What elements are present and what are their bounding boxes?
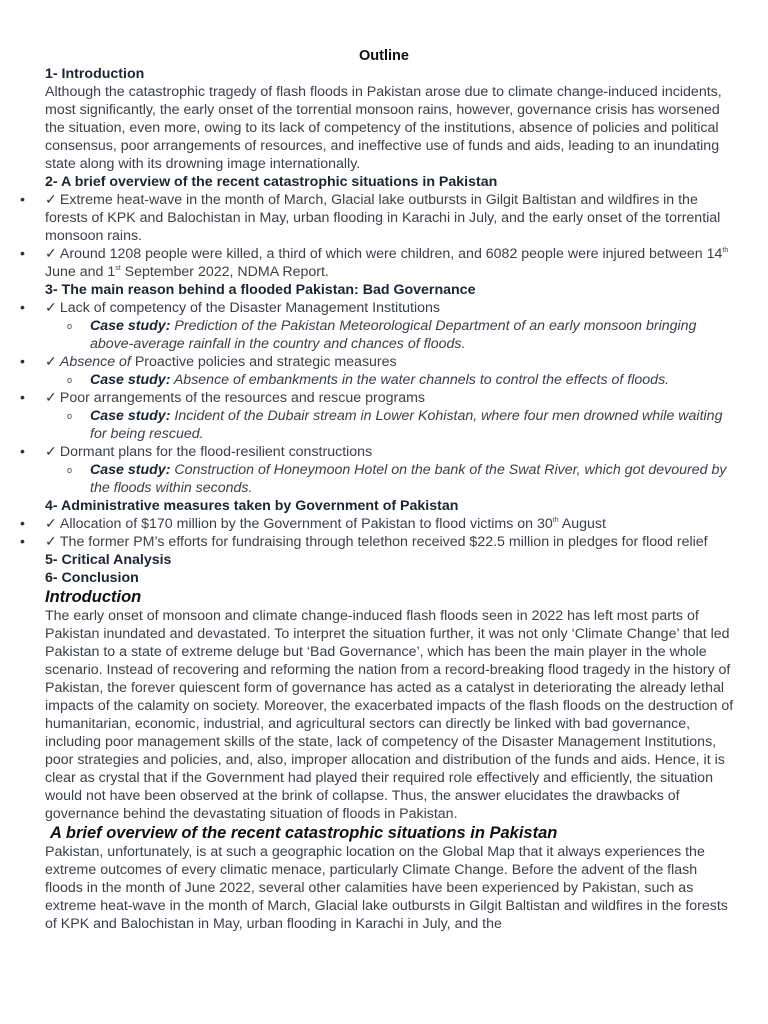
check-icon: ✓ <box>45 300 57 316</box>
case-study-text: Prediction of the Pakistan Meteorological Department of an early monsoon bringing above-average rainfall in the country and chances of floods. <box>90 318 697 352</box>
ordinal-suffix: th <box>722 247 729 254</box>
case-study-text: Incident of the Dubair stream in Lower Kohistan, where four men drowned while waiting for being rescued. <box>90 408 723 442</box>
list-item-text: June and 1 <box>45 264 116 280</box>
list-item <box>20 245 735 281</box>
heading-administrative-measures: 4- Administrative measures taken by Government of Pakistan <box>45 498 459 514</box>
list-item <box>20 353 735 371</box>
check-icon: ✓ <box>45 444 57 460</box>
sub-bullet-icon: o <box>67 465 73 475</box>
list-item <box>20 533 735 551</box>
check-icon: ✓ <box>45 516 57 532</box>
section-body-overview: Pakistan, unfortunately, is at such a geographic location on the Global Map that it always experiences the extreme outcomes of every climatic menace, particularly Climate Change. Before the advent of the flash floods in the month of June 2022, several other calamities have been experienced by Pakistan, such as extreme heat-wave in the month of March, Glacial lake outbursts in Gilgit Baltistan and wildfires in the forests of KPK and Balochistan in May, urban flooding in Karachi in July, and the <box>45 844 728 932</box>
list-item-text: Around 1208 people were killed, a third of which were children, and 6082 people were injured between 14 <box>59 246 723 262</box>
section-heading-introduction: Introduction <box>45 588 142 606</box>
check-icon: ✓ <box>45 246 57 262</box>
case-study-item <box>45 317 735 353</box>
intro-summary: Although the catastrophic tragedy of flash floods in Pakistan arose due to climate change-induced incidents, most significantly, the early onset of the torrential monsoon rains, however, governance crisis has worsened the situation, even more, owing to its lack of competency of the institutions, absence of policies and political consensus, poor arrangements of resources, and ineffective use of funds and aids, leading to an inundating state along with its drowning image internationally. <box>45 84 722 172</box>
case-study-item <box>45 461 735 497</box>
bullet-icon: • <box>20 246 25 262</box>
list-item <box>20 443 735 461</box>
heading-introduction: 1- Introduction <box>45 66 145 82</box>
list-item-text: Absence of <box>59 354 131 370</box>
case-study-text: Absence of embankments in the water channels to control the effects of floods. <box>173 372 670 388</box>
case-study-label: Case study: <box>90 318 171 334</box>
sub-bullet-icon: o <box>67 321 73 331</box>
list-item-text: Dormant plans for the flood-resilient constructions <box>59 444 373 460</box>
list-item <box>20 389 735 407</box>
bullet-icon: • <box>20 534 25 550</box>
section-heading-overview: A brief overview of the recent catastrophic situations in Pakistan <box>50 824 558 842</box>
ordinal-suffix: th <box>552 517 559 524</box>
outline-title: Outline <box>359 48 409 64</box>
sub-bullet-icon: o <box>67 375 73 385</box>
sub-bullet-icon: o <box>67 411 73 421</box>
check-icon: ✓ <box>45 192 57 208</box>
list-item-text: Allocation of $170 million by the Government of Pakistan to flood victims on 30 <box>59 516 553 532</box>
heading-critical-analysis: 5- Critical Analysis <box>45 552 172 568</box>
list-item-text: Lack of competency of the Disaster Management Institutions <box>59 300 440 316</box>
heading-main-reason: 3- The main reason behind a flooded Pakistan: Bad Governance <box>45 282 476 298</box>
case-study-label: Case study: <box>90 372 171 388</box>
list-item <box>20 299 735 317</box>
list-item-text: September 2022, NDMA Report. <box>120 264 329 280</box>
bullet-icon: • <box>20 516 25 532</box>
heading-overview: 2- A brief overview of the recent catastrophic situations in Pakistan <box>45 174 498 190</box>
case-study-item <box>45 371 735 389</box>
bullet-icon: • <box>20 444 25 460</box>
outline-block <box>20 65 735 933</box>
check-icon: ✓ <box>45 534 57 550</box>
list-item <box>20 515 735 533</box>
case-study-label: Case study: <box>90 462 171 478</box>
case-study-label: Case study: <box>90 408 171 424</box>
section-body-introduction: The early onset of monsoon and climate change-induced flash floods seen in 2022 has left most parts of Pakistan inundated and devastated. To interpret the situation further, it was not only ‘Climate Change’ that led Pakistan to a state of extreme deluge but ‘Bad Governance’, which has been the main player in the whole scenario. Instead of recovering and reforming the nation from a record-breaking flood tragedy in the history of Pakistan, the forever quiescent form of governance has acted as a catalyst in deteriorating the already lethal impacts of the calamity on society. Moreover, the exacerbated impacts of the flash floods on the destruction of humanitarian, economic, industrial, and agricultural sectors can directly be linked with bad governance, including poor management skills of the state, lack of competency of the Disaster Management Institutions, poor strategies and policies, and, also, improper allocation and distribution of the funds and aids. Hence, it is clear as crystal that if the Government had played their required role effectively and efficiently, the situation would not have been observed at the brink of collapse. Thus, the answer elucidates the drawbacks of governance behind the devastating situation of floods in Pakistan. <box>45 608 734 822</box>
check-icon: ✓ <box>45 390 57 406</box>
bullet-icon: • <box>20 354 25 370</box>
case-study-item <box>45 407 735 443</box>
list-item-text: August <box>558 516 606 532</box>
check-icon: ✓ <box>45 354 57 370</box>
heading-conclusion: 6- Conclusion <box>45 570 139 586</box>
list-item-text: Extreme heat-wave in the month of March, Glacial lake outbursts in Gilgit Baltistan and wildfires in the forests of KPK and Balochistan in May, urban flooding in Karachi in July, and the early onset of the torrential monsoon rains. <box>45 192 721 244</box>
case-study-text: Construction of Honeymoon Hotel on the bank of the Swat River, which got devoured by the floods within seconds. <box>90 462 727 496</box>
bullet-icon: • <box>20 390 25 406</box>
list-item-text: Poor arrangements of the resources and rescue programs <box>59 390 426 406</box>
ordinal-suffix: st <box>115 265 121 272</box>
list-item <box>20 191 735 245</box>
bullet-icon: • <box>20 192 25 208</box>
bullet-icon: • <box>20 300 25 316</box>
list-item-text: The former PM’s efforts for fundraising through telethon received $22.5 million in pledges for flood relief <box>59 534 708 550</box>
list-item-text: Proactive policies and strategic measures <box>130 354 397 370</box>
